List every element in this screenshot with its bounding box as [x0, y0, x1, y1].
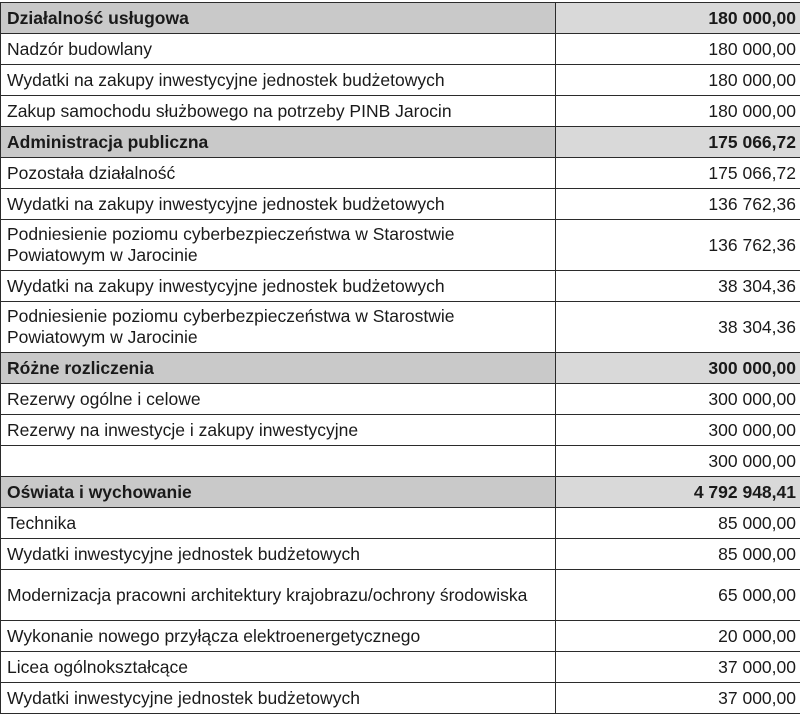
table-row — [1, 65, 800, 96]
table-row — [1, 34, 800, 65]
table-row — [1, 96, 800, 127]
row-description: Modernizacja pracowni architektury krajobrazu/ochrony środowiska — [1, 570, 556, 621]
row-description: Wykonanie nowego przyłącza elektroenergetycznego — [1, 621, 556, 652]
section-amount: 180 000,00 — [556, 3, 800, 34]
table-row — [1, 508, 800, 539]
section-amount: 300 000,00 — [556, 353, 800, 384]
row-description: Wydatki inwestycyjne jednostek budżetowych — [1, 539, 556, 570]
row-description — [1, 446, 556, 477]
section-amount: 175 066,72 — [556, 127, 800, 158]
table-row — [1, 220, 800, 271]
row-description: Nadzór budowlany — [1, 34, 556, 65]
row-amount: 180 000,00 — [556, 96, 800, 127]
row-description: Zakup samochodu służbowego na potrzeby PINB Jarocin — [1, 96, 556, 127]
budget-table-body — [1, 3, 800, 714]
row-amount: 37 000,00 — [556, 683, 800, 714]
row-amount: 38 304,36 — [556, 271, 800, 302]
row-amount: 300 000,00 — [556, 415, 800, 446]
table-row — [1, 415, 800, 446]
row-amount: 20 000,00 — [556, 621, 800, 652]
table-row — [1, 539, 800, 570]
section-title: Działalność usługowa — [1, 3, 556, 34]
row-description: Pozostała działalność — [1, 158, 556, 189]
table-row — [1, 621, 800, 652]
section-row — [1, 477, 800, 508]
row-description: Technika — [1, 508, 556, 539]
table-row — [1, 384, 800, 415]
table-row — [1, 271, 800, 302]
table-row — [1, 189, 800, 220]
row-amount: 136 762,36 — [556, 220, 800, 271]
row-amount: 85 000,00 — [556, 539, 800, 570]
row-amount: 85 000,00 — [556, 508, 800, 539]
section-title: Administracja publiczna — [1, 127, 556, 158]
row-amount: 136 762,36 — [556, 189, 800, 220]
row-description: Rezerwy ogólne i celowe — [1, 384, 556, 415]
section-title: Oświata i wychowanie — [1, 477, 556, 508]
row-description: Licea ogólnokształcące — [1, 652, 556, 683]
budget-table — [0, 2, 800, 714]
row-description: Podniesienie poziomu cyberbezpieczeństwa w Starostwie Powiatowym w Jarocinie — [1, 220, 556, 271]
row-amount: 37 000,00 — [556, 652, 800, 683]
row-description: Wydatki na zakupy inwestycyjne jednostek budżetowych — [1, 271, 556, 302]
row-description: Wydatki na zakupy inwestycyjne jednostek budżetowych — [1, 189, 556, 220]
row-amount: 180 000,00 — [556, 65, 800, 96]
section-row — [1, 353, 800, 384]
row-description: Wydatki na zakupy inwestycyjne jednostek budżetowych — [1, 65, 556, 96]
row-amount: 175 066,72 — [556, 158, 800, 189]
row-amount: 300 000,00 — [556, 446, 800, 477]
table-row — [1, 158, 800, 189]
row-description: Podniesienie poziomu cyberbezpieczeństwa w Starostwie Powiatowym w Jarocinie — [1, 302, 556, 353]
section-title: Różne rozliczenia — [1, 353, 556, 384]
row-amount: 38 304,36 — [556, 302, 800, 353]
row-amount: 180 000,00 — [556, 34, 800, 65]
section-row — [1, 127, 800, 158]
row-description: Rezerwy na inwestycje i zakupy inwestycyjne — [1, 415, 556, 446]
row-amount: 300 000,00 — [556, 384, 800, 415]
row-description: Wydatki inwestycyjne jednostek budżetowych — [1, 683, 556, 714]
table-row — [1, 683, 800, 714]
section-row — [1, 3, 800, 34]
table-row — [1, 570, 800, 621]
table-row — [1, 652, 800, 683]
section-amount: 4 792 948,41 — [556, 477, 800, 508]
table-row — [1, 446, 800, 477]
row-amount: 65 000,00 — [556, 570, 800, 621]
table-row — [1, 302, 800, 353]
